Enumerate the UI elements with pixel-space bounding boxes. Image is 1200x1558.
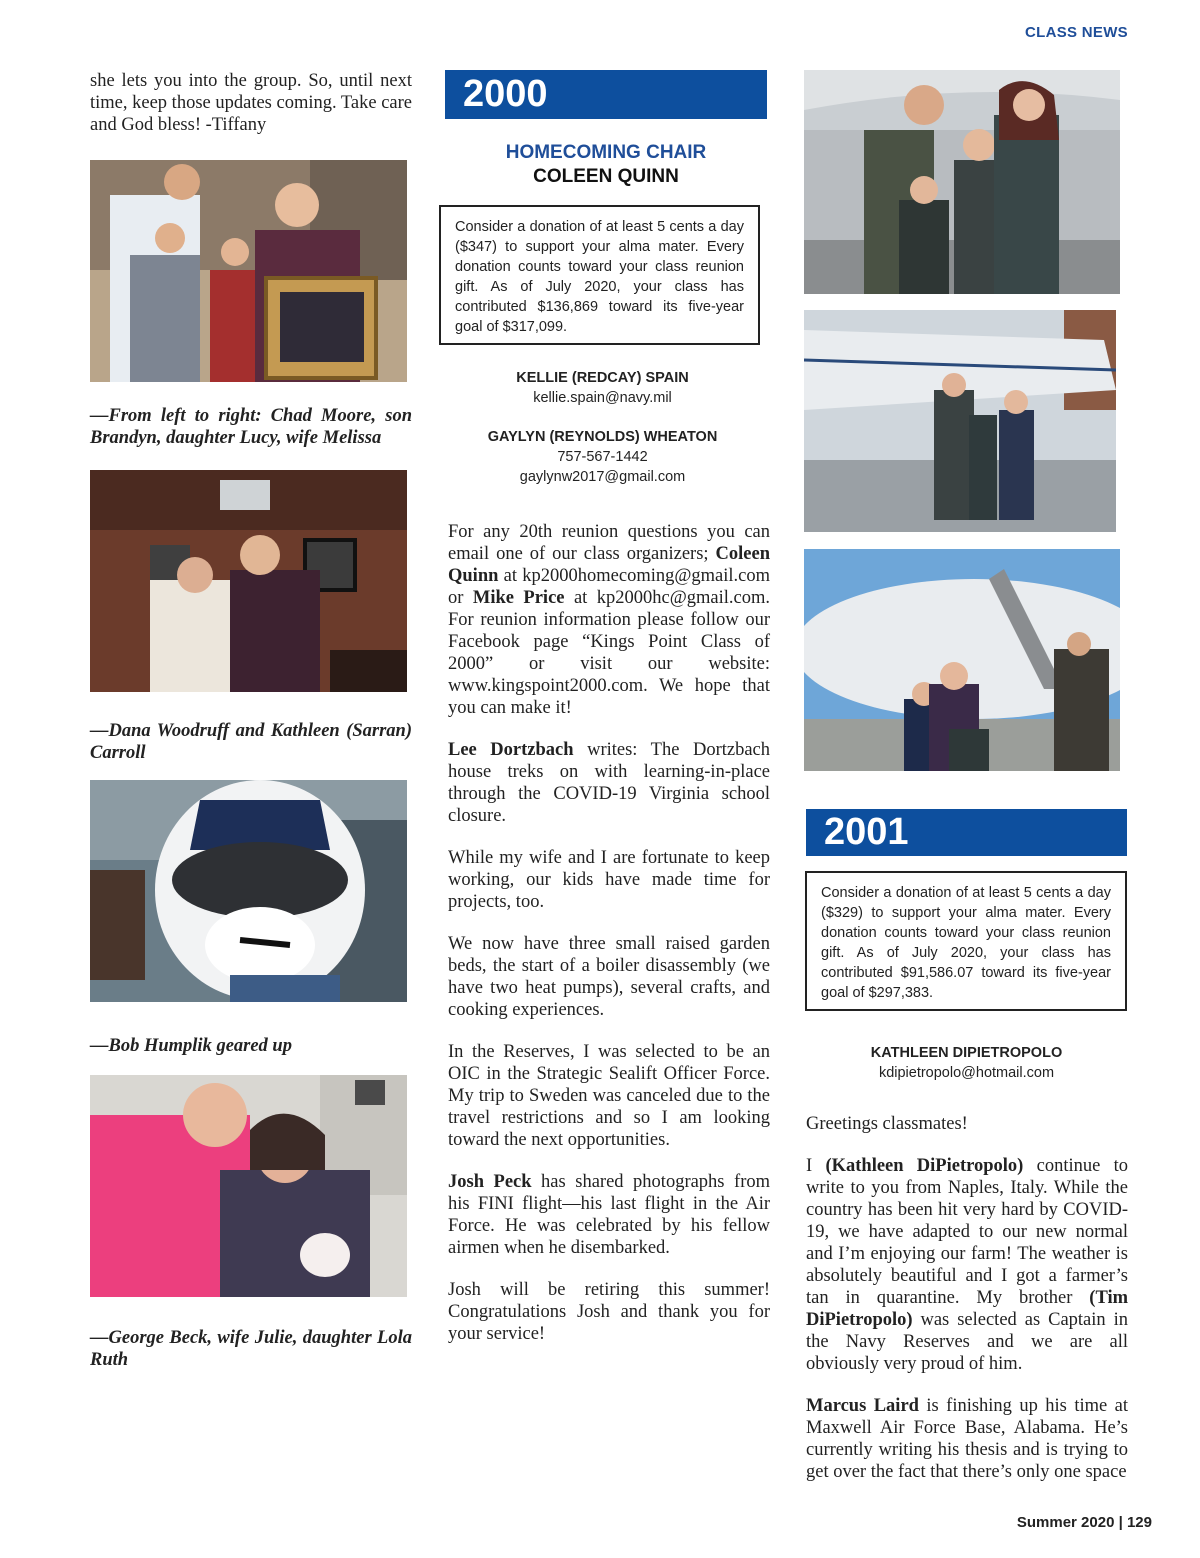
homecoming-chair-title: HOMECOMING CHAIR: [505, 142, 707, 163]
left-intro-text: she lets you into the group. So, until next time, keep those updates coming. Take care and God bless! -Tiffany: [90, 71, 412, 135]
section-tag: CLASS NEWS: [1024, 24, 1128, 41]
contact-email[interactable]: gaylynw2017@gmail.com: [519, 469, 686, 485]
paragraph-reserves: In the Reserves, I was selected to be an OIC in the Strategic Sealift Officer Force. My trip to Sweden was canceled due to the travel restrictions and so I am looking toward the next opportunities.: [448, 1042, 770, 1150]
year-2000-banner: 2000: [445, 70, 767, 119]
photo-peck-family-aircraft: [804, 310, 1116, 532]
photo-moore-family: [90, 160, 407, 382]
photo-beck-family: [90, 1075, 407, 1297]
paragraph-retiring: Josh will be retiring this summer! Congratulations Josh and thank you for your service!: [448, 1280, 770, 1344]
page-footer: [1017, 1514, 1152, 1531]
contact-dipietropolo: [806, 1043, 1127, 1083]
caption-humplik: —Bob Humplik geared up: [90, 1036, 292, 1056]
photo-humplik: [90, 780, 407, 1002]
contact-phone: 757-567-1442: [557, 449, 648, 465]
contact-email[interactable]: kdipietropolo@hotmail.com: [878, 1065, 1055, 1081]
contact-email[interactable]: kellie.spain@navy.mil: [533, 390, 672, 406]
paragraph-greetings: Greetings classmates!: [806, 1114, 968, 1134]
photo-woodruff-carroll: [90, 470, 407, 692]
paragraph-reunion: For any 20th reunion questions you can email one of our class organizers; Coleen Quinn at kp2000homecoming@gmail.com or Mike Price at kp2000hc@gmail.com. For reunion information please follow our Facebook page “Kings Point Class of 2000” or visit our website: www.kingspoint2000.com. We hope that you can make it!: [448, 522, 770, 718]
caption-woodruff-carroll: —Dana Woodruff and Kathleen (Sarran) Carroll: [90, 721, 412, 763]
class-2001-body: [806, 1113, 1128, 1503]
paragraph-work: While my wife and I are fortunate to keep working, our kids have made time for projects, too.: [448, 848, 770, 912]
photo-peck-family-hangar: [804, 70, 1120, 294]
page-number: 129: [1126, 1514, 1152, 1531]
paragraph-laird: Marcus Laird is finishing up his time at Maxwell Air Force Base, Alabama. He’s currently writing his thesis and is trying to get over the fact that there’s only one space: [806, 1396, 1128, 1482]
issue-label: Summer 2020: [1016, 1514, 1115, 1531]
contact-spain: [445, 368, 760, 408]
paragraph-peck: Josh Peck has shared photographs from his FINI flight—his last flight in the Air Force. He was celebrated by his fellow airmen when he disembarked.: [448, 1172, 770, 1258]
homecoming-chair-name: COLEEN QUINN: [533, 166, 679, 187]
contact-name: GAYLYN (REYNOLDS) WHEATON: [487, 429, 718, 445]
caption-beck-family: —George Beck, wife Julie, daughter Lola Ruth: [90, 1328, 412, 1370]
footer-divider: |: [1114, 1514, 1127, 1531]
contact-name: KELLIE (REDCAY) SPAIN: [516, 370, 689, 386]
contact-wheaton: [445, 427, 760, 487]
paragraph-dortzbach: Lee Dortzbach writes: The Dortzbach house treks on with learning-in-place through the COVID-19 Virginia school closure.: [448, 740, 770, 826]
photo-peck-family-stairs: [804, 549, 1120, 771]
donation-box-2001: Consider a donation of at least 5 cents a day ($329) to support your alma mater. Every donation counts toward your class reunion gift. As of July 2020, your class has contributed $91,586.07 toward its five-year goal of $297,383.: [805, 871, 1127, 1011]
class-2000-body: [448, 521, 770, 1365]
caption-moore-family: —From left to right: Chad Moore, son Brandyn, daughter Lucy, wife Melissa: [90, 406, 412, 448]
donation-box-2000: Consider a donation of at least 5 cents a day ($347) to support your alma mater. Every donation counts toward your class reunion gift. As of July 2020, your class has contributed $136,869 toward its five-year goal of $317,099.: [439, 205, 760, 345]
paragraph-garden: We now have three small raised garden beds, the start of a boiler disassembly (we have two heat pumps), several crafts, and cooking experiences.: [448, 934, 770, 1020]
contact-name: KATHLEEN DIPIETROPOLO: [870, 1045, 1063, 1061]
year-2001-banner: 2001: [806, 809, 1127, 856]
paragraph-naples: I (Kathleen DiPietropolo) continue to write to you from Naples, Italy. While the country has been hit very hard by COVID-19, we have adapted to our new normal and I’m enjoying our farm! The weather is absolutely beautiful and I got a farmer’s tan in quarantine. My brother (Tim DiPietropolo) was selected as Captain in the Navy Reserves and we are all obviously very proud of him.: [806, 1156, 1128, 1374]
